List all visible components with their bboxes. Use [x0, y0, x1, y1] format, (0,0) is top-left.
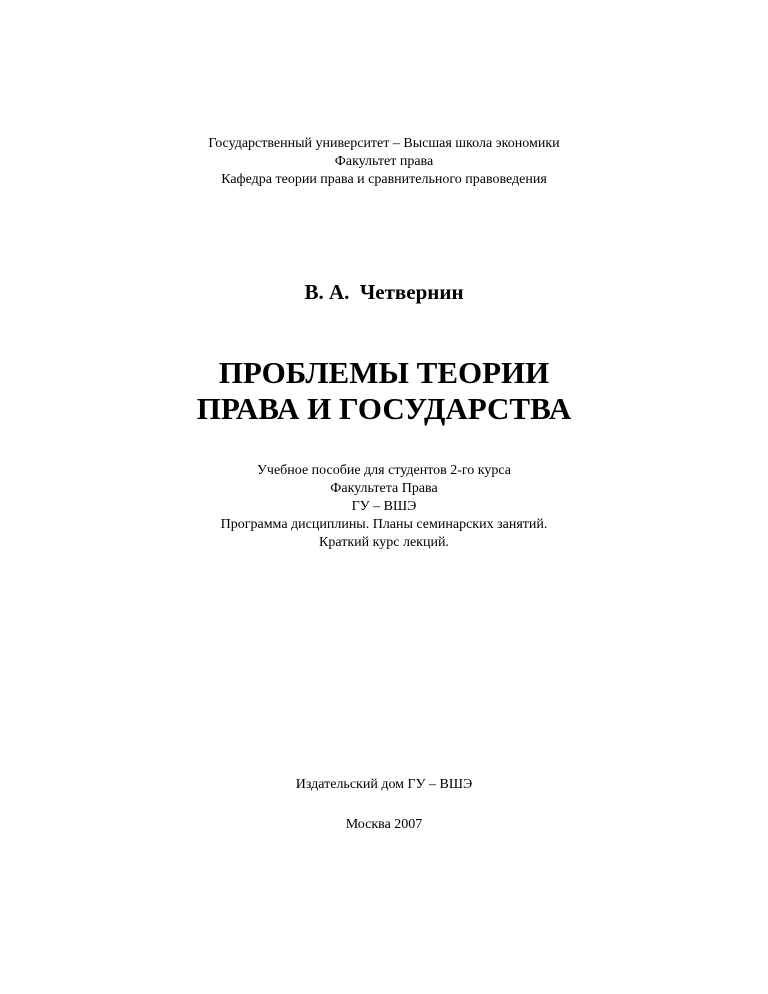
- city-year-text: Москва 2007: [345, 817, 423, 832]
- subtitle-line-4: Программа дисциплины. Планы семинарских занятий.: [220, 517, 548, 532]
- subtitle-line-3: ГУ – ВШЭ: [351, 499, 417, 514]
- author-name: [0, 279, 768, 305]
- department-name: Кафедра теории права и сравнительного правоведения: [221, 172, 547, 187]
- subtitle-line-1: Учебное пособие для студентов 2-го курса: [257, 463, 511, 478]
- institution-block: [0, 135, 768, 189]
- author-text: В. А. Четвернин: [304, 280, 464, 304]
- book-title: [0, 355, 768, 427]
- university-name: Государственный университет – Высшая школа экономики: [208, 136, 560, 151]
- subtitle-block: [0, 462, 768, 552]
- book-title-line-2: ПРАВА И ГОСУДАРСТВА: [196, 391, 572, 426]
- book-title-line-1: ПРОБЛЕМЫ ТЕОРИИ: [218, 355, 550, 390]
- city-year: [0, 816, 768, 834]
- subtitle-line-5: Краткий курс лекций.: [319, 535, 449, 550]
- publisher-text: Издательский дом ГУ – ВШЭ: [295, 777, 473, 792]
- faculty-name: Факультет права: [334, 154, 434, 169]
- subtitle-line-2: Факультета Права: [330, 481, 438, 496]
- publisher-name: [0, 776, 768, 794]
